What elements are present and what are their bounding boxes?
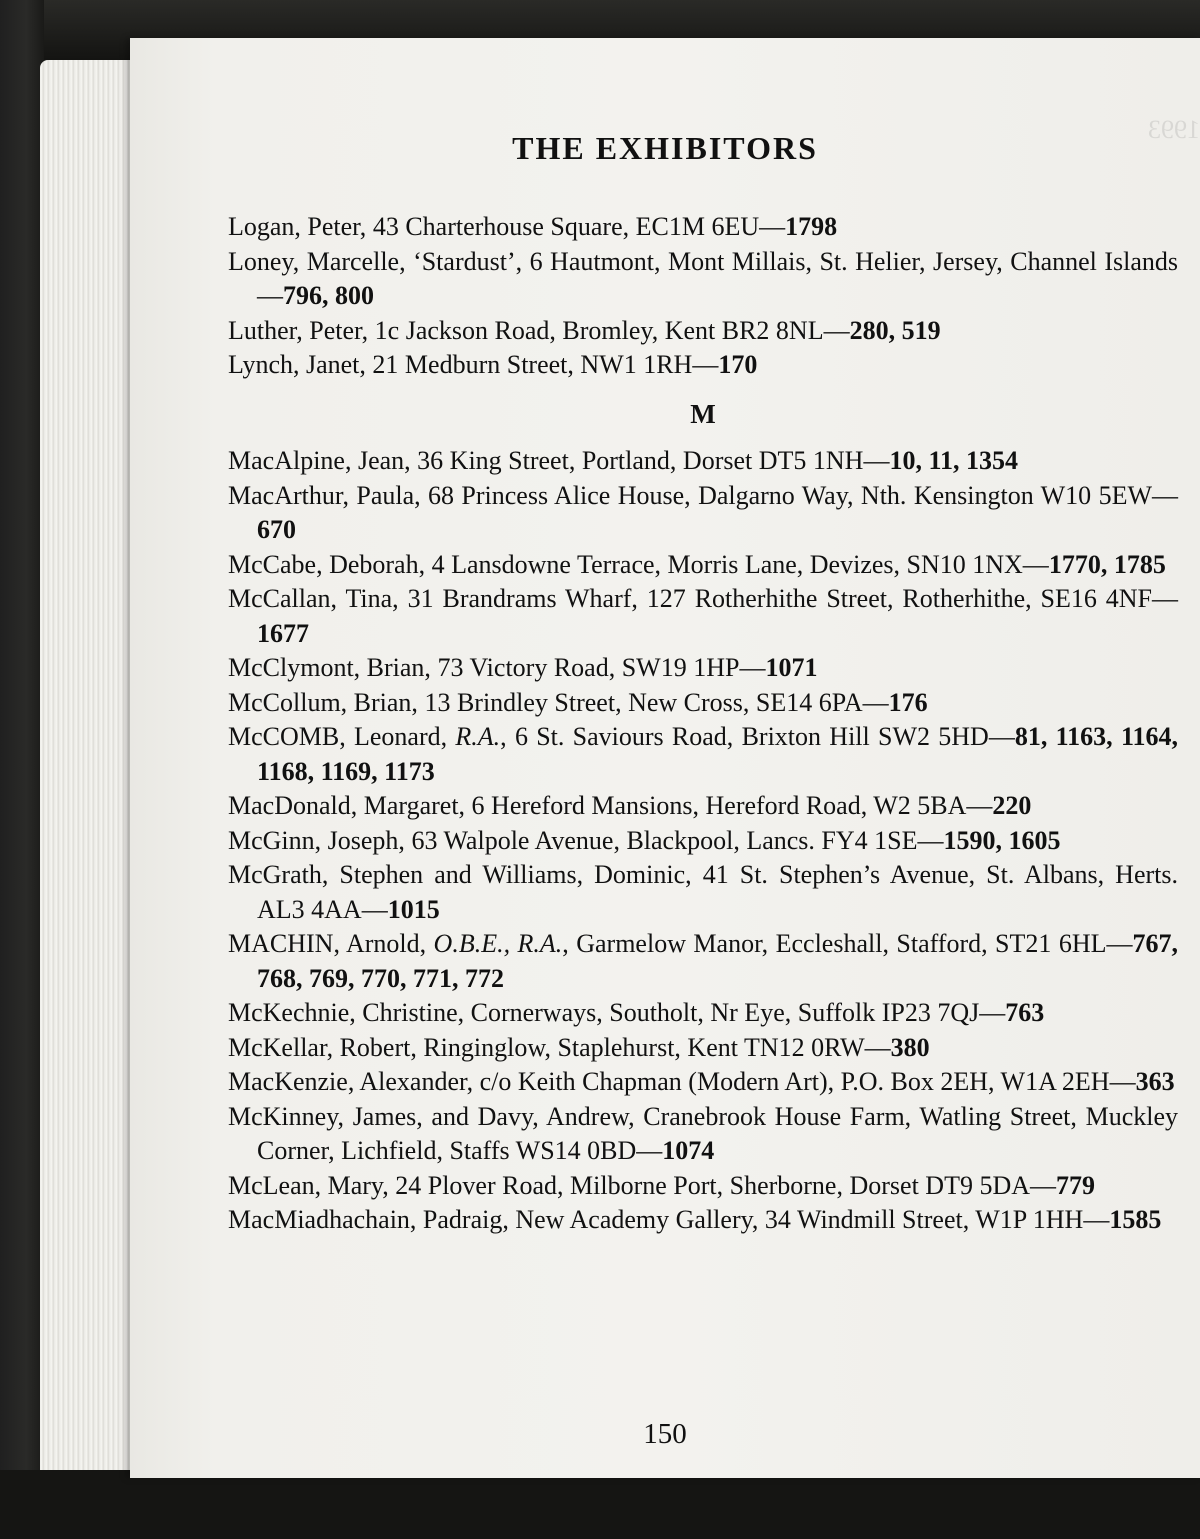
exhibitor-name: MacArthur, Paula, — [228, 480, 429, 510]
exhibitor-address: 6 Hereford Mansions, Hereford Road, W2 5BA— — [471, 791, 993, 820]
exhibit-numbers: 767, 768, 769, 770, 771, 772 — [257, 929, 1178, 993]
exhibitor-address: Cranebrook House Farm, Watling Street, Muckley Corner, Lichfield, Staffs WS14 0BD— — [257, 1101, 1178, 1165]
exhibitor-entry — [228, 927, 1178, 996]
exhibitor-address: 1c Jackson Road, Bromley, Kent BR2 8NL— — [374, 315, 850, 345]
exhibitor-entry — [228, 1100, 1178, 1169]
exhibitor-address: 63 Walpole Avenue, Blackpool, Lancs. FY4 1SE— — [411, 825, 944, 855]
exhibitor-address: c/o Keith Chapman (Modern Art), P.O. Box 2EH, W1A 2EH— — [479, 1067, 1136, 1096]
exhibitor-name: McCollum, Brian, — [228, 687, 425, 717]
exhibitor-address: ‘Stardust’, 6 Hautmont, Mont Millais, St. Helier, Jersey, Channel Islands— — [257, 246, 1179, 310]
exhibitor-entry — [228, 314, 1178, 349]
scanner-background-left — [0, 0, 44, 1539]
exhibitor-address: 73 Victory Road, SW19 1HP— — [437, 653, 766, 682]
exhibitor-name: MacMiadhachain, Padraig, — [228, 1205, 516, 1234]
exhibitor-address: Cornerways, Southolt, Nr Eye, Suffolk IP23 7QJ— — [470, 998, 1006, 1027]
exhibitor-entry — [228, 651, 1178, 686]
exhibitor-address: , Garmelow Manor, Eccleshall, Stafford, ST21 6HL— — [562, 929, 1133, 958]
exhibit-numbers: 1015 — [387, 894, 440, 924]
exhibit-numbers: 1677 — [257, 618, 309, 648]
page-title: THE EXHIBITORS — [512, 130, 818, 166]
exhibitor-address: 41 St. Stephen’s Avenue, St. Albans, Herts. AL3 4AA— — [257, 860, 1178, 924]
exhibitor-entry — [228, 686, 1178, 721]
exhibitor-entry — [228, 444, 1178, 479]
exhibit-numbers: 363 — [1135, 1067, 1175, 1096]
page-number: 150 — [643, 1418, 687, 1450]
exhibit-numbers: 1071 — [765, 653, 818, 682]
exhibit-numbers: 176 — [888, 687, 928, 717]
exhibitor-entry — [228, 824, 1178, 859]
bleed-through-year: 1993 — [1148, 115, 1200, 144]
exhibit-numbers: 763 — [1005, 998, 1045, 1027]
exhibitor-name: MacKenzie, Alexander, — [228, 1067, 480, 1096]
exhibitor-entry — [228, 789, 1178, 824]
exhibitor-name: MacDonald, Margaret, — [228, 791, 472, 820]
exhibitor-entry — [228, 210, 1178, 245]
exhibitor-name: Luther, Peter, — [228, 315, 375, 345]
exhibitor-entry — [228, 479, 1178, 548]
exhibitor-entry — [228, 720, 1178, 789]
exhibitor-entry — [228, 548, 1178, 583]
section-letter: M — [690, 398, 716, 429]
exhibitor-address: New Academy Gallery, 34 Windmill Street, W1P 1HH— — [515, 1205, 1110, 1234]
exhibitor-address: 4 Lansdowne Terrace, Morris Lane, Devizes, SN10 1NX— — [431, 549, 1049, 579]
exhibitor-entry — [228, 1065, 1178, 1100]
exhibitor-name: McCOMB, Leonard, — [228, 722, 456, 751]
exhibitor-name: McGrath, Stephen and Williams, Dominic, — [228, 860, 703, 889]
exhibit-numbers: 170 — [718, 350, 758, 379]
exhibit-numbers: 1585 — [1109, 1205, 1162, 1234]
exhibit-numbers: 10, 11, 1354 — [889, 446, 1019, 475]
exhibit-numbers: 81, 1163, 1164, 1168, 1169, 1173 — [257, 722, 1179, 786]
exhibit-numbers: 1798 — [785, 212, 838, 241]
exhibitor-address: 24 Plover Road, Milborne Port, Sherborne, Dorset DT9 5DA— — [395, 1170, 1057, 1200]
exhibit-numbers: 380 — [890, 1032, 930, 1062]
exhibitor-list — [228, 210, 1178, 1238]
exhibit-numbers: 1590, 1605 — [943, 825, 1061, 855]
exhibitor-honours: R.A. — [455, 722, 501, 751]
exhibitor-name: McKechnie, Christine, — [228, 998, 471, 1027]
exhibitor-entry — [228, 245, 1178, 314]
exhibit-numbers: 779 — [1056, 1170, 1096, 1200]
exhibit-numbers: 1770, 1785 — [1048, 549, 1166, 579]
exhibitor-honours: O.B.E., R.A. — [433, 929, 563, 958]
exhibitor-entry — [228, 348, 1178, 383]
exhibitor-name: MACHIN, Arnold, — [228, 929, 434, 958]
exhibitor-name: Loney, Marcelle, — [228, 246, 414, 276]
exhibitor-name: McKellar, Robert, — [228, 1032, 424, 1062]
exhibitor-entry — [228, 1169, 1178, 1204]
exhibitor-entry — [228, 858, 1178, 927]
exhibitor-name: McKinney, James, and Davy, Andrew, — [228, 1101, 644, 1131]
exhibitor-name: McGinn, Joseph, — [228, 825, 412, 855]
exhibitor-name: McLean, Mary, — [228, 1170, 396, 1200]
exhibitor-address: 21 Medburn Street, NW1 1RH— — [372, 350, 719, 379]
exhibitor-entry — [228, 996, 1178, 1031]
exhibitor-name: McClymont, Brian, — [228, 653, 438, 682]
exhibitor-name: McCabe, Deborah, — [228, 549, 432, 579]
exhibitor-address: Ringinglow, Staplehurst, Kent TN12 0RW— — [423, 1032, 891, 1062]
exhibitor-entry — [228, 1203, 1178, 1238]
scanner-background-bottom — [0, 1470, 1200, 1539]
exhibitor-name: Logan, Peter, — [228, 212, 373, 241]
exhibitor-entry — [228, 1031, 1178, 1066]
exhibitor-name: McCallan, Tina, — [228, 584, 408, 613]
exhibitor-address: 68 Princess Alice House, Dalgarno Way, Nth. Kensington W10 5EW— — [428, 480, 1178, 510]
exhibitor-entry — [228, 582, 1178, 651]
exhibit-numbers: 670 — [257, 515, 296, 544]
exhibit-numbers: 796, 800 — [283, 281, 374, 310]
exhibit-numbers: 220 — [992, 791, 1032, 820]
book-page-edges — [40, 60, 140, 1470]
exhibitor-name: MacAlpine, Jean, — [228, 446, 418, 475]
exhibit-numbers: 280, 519 — [849, 315, 941, 345]
exhibitor-address: , 6 St. Saviours Road, Brixton Hill SW2 5HD— — [500, 722, 1015, 751]
exhibitor-address: 13 Brindley Street, New Cross, SE14 6PA— — [424, 687, 889, 717]
exhibit-numbers: 1074 — [662, 1136, 715, 1165]
exhibitor-address: 36 King Street, Portland, Dorset DT5 1NH— — [417, 446, 890, 475]
exhibitor-name: Lynch, Janet, — [228, 350, 373, 379]
exhibitor-address: 43 Charterhouse Square, EC1M 6EU— — [372, 212, 786, 241]
exhibitor-address: 31 Brandrams Wharf, 127 Rotherhithe Street, Rotherhithe, SE16 4NF— — [407, 584, 1179, 613]
